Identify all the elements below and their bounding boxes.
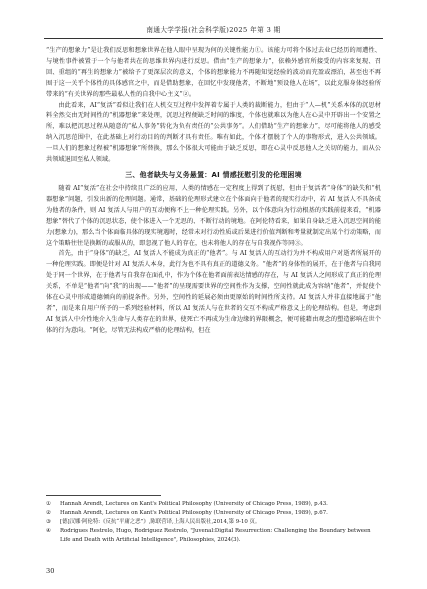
- footnote-mark: ②: [46, 509, 51, 516]
- footnote-text: Hannah Arendt, Lectures on Kant's Political Philosophy (University of Chicago Press, 1989), p.67.: [60, 509, 328, 516]
- paragraph: 由此看来，AI“复活”看似让我们在人机交互过程中发挥着专属于人类的裁断能力，但由于“人—机”关系本体的沉思材料全然交由无时间性的“机器想象”来处理，沉思过程便缺乏时间的维度，个体也就难以为他人在心灵中开辟出一个安置之所，难以把沉思过程从随意的“私人事务”转化为负有责任的“公共事务”。人们借助“生产的想象力”，尽可能将他人的感受纳入沉思范围中，在此基础上对行动目的的判断才具有责任。唯有如此，个体才摆脱了个人的事物形式，进入公共领域。一旦人们的想象过程被“机器想象”所替换，那么个体很大可能由于缺乏反思，即在心灵中反思他人之关切的能力，而从公共领域退回至私人领域。: [46, 101, 381, 164]
- running-header: 南通大学学报(社会科学版)2025 年第 3 期: [146, 26, 281, 34]
- footnote: [46, 509, 381, 518]
- header-rule: [44, 38, 383, 39]
- footnote-text: [德]汉娜·阿伦特:《反抗“平庸之恶”》,陈联营译,上海人民出版社,2014,第 9-10 页。: [60, 518, 261, 525]
- footnote-rule: [46, 495, 161, 496]
- paragraph: 首先，由于“身体”的缺乏，AI 复活人不能成为真正的“他者”。与 AI 复活人的互动行为并不构成用户对逝者所展开的一种伦理实践。即便是针对 AI 复活人本身，此行为也不具有真正的道德义务。“他者”的身体性的展开，在于他者与自我同处于同一个世界，在于他者与自我存在面孔中，作为个体在他者面前表达情感的存在，与 AI 复活人之间形成了真正的伦理关系，不单是“他者”向“我”的出现——“他者”的呈现需要世界的空间性作为支撑，空间性就此成为容纳“他者”，并促使个体在心灵中形成道德倾向的前提条件。另外，空间性的延展必须由更原始的时间性所支持。AI 复活人并非直接地属于“他者”，而是来自用户所予的一系列经验材料，所以 AI 复活人与在世者的交互不构成严格意义上的伦理结构。但是，考虑到 AI 复活人中介性地介入生命与人类存在的世界，使死亡不再成为生命边缘的界限概念，便可能藉由观念的塑造影响在世个体的行为意向。“阿伦，尽管无法构成严格的伦理结构，但在: [46, 250, 381, 334]
- page-number: 30: [46, 567, 55, 575]
- footnote-text: Hannah Arendt, Lectures on Kant's Political Philosophy (University of Chicago Press, 1989), p.43.: [60, 501, 328, 507]
- footnote-mark: ③: [46, 518, 51, 525]
- article-body: [46, 46, 381, 337]
- footnote-mark: ④: [46, 527, 51, 534]
- section-heading: 三、他者缺失与义务悬置：AI 情感抚慰引发的伦理困境: [125, 170, 302, 179]
- footnote: [46, 527, 381, 545]
- footnote: [46, 500, 381, 509]
- paragraph: 随着 AI“复活”在社会中持续且广泛的应用，人类的情感在一定程度上得到了抚慰，但由于复活者“身体”的缺失和“机器想象”问题，引发出新的伦理问题。通常，基础的伦理形式建立在个体面向于他者的现实行动中，若 AI 复活人不具备成为他者的条件，则 AI 复活人与用户的互动便称不上一种伦理实践。另外，以个体意向为行动根基的实践前提来看，“机器想象”替代了个体的沉思状态，使个体进入一个无思的、不断行动的境地。在阿伦特看来，如果自身缺乏进入沉思空间的能力(想象力)，那么当个体面临具体的现实境遇时，经常未对行动性质或后果进行价值判断和考量就制定出某个行动策略，而这个策略往往是换断的或服从的，即忽视了他人的存在，也未将他人的存在与自我视作等同③。: [46, 184, 381, 247]
- paragraph: “生产的想象力”是让我们反思和想象世界在他人眼中呈现为何的关键性能力①。该能力可将个体过去业已经历的周遭性、与境性事件被置于一个与他者共在的思维世界内进行反思。借由“生产的想象力”，依赖外感官所接受的内容来复现、召回、重组的“再生的想象力”被给予了更深层次的意义，个体的想象能力不再随知觉经验的波动而充盈或漂泊，甚至也不再囿于这一关乎个体性的具体感官之中，而是借助想象，在回忆中发现他者，不断地“预设他人在场”，以此克服身体经验所带来的“有关世界的那些最私人性的自我中心主义”②。: [46, 47, 381, 98]
- footnote-mark: ①: [46, 501, 51, 507]
- footnote-text: Rodrigues Restrelo, Hugo, Rodriguez Restrelo, "Juvenal:Digital Resurrection: Challenging the Boundary between Life and Death with Artificial Intelligence", Philosophies, 2024(3).: [60, 527, 371, 543]
- footnote: [46, 518, 381, 527]
- footnotes: [46, 500, 381, 545]
